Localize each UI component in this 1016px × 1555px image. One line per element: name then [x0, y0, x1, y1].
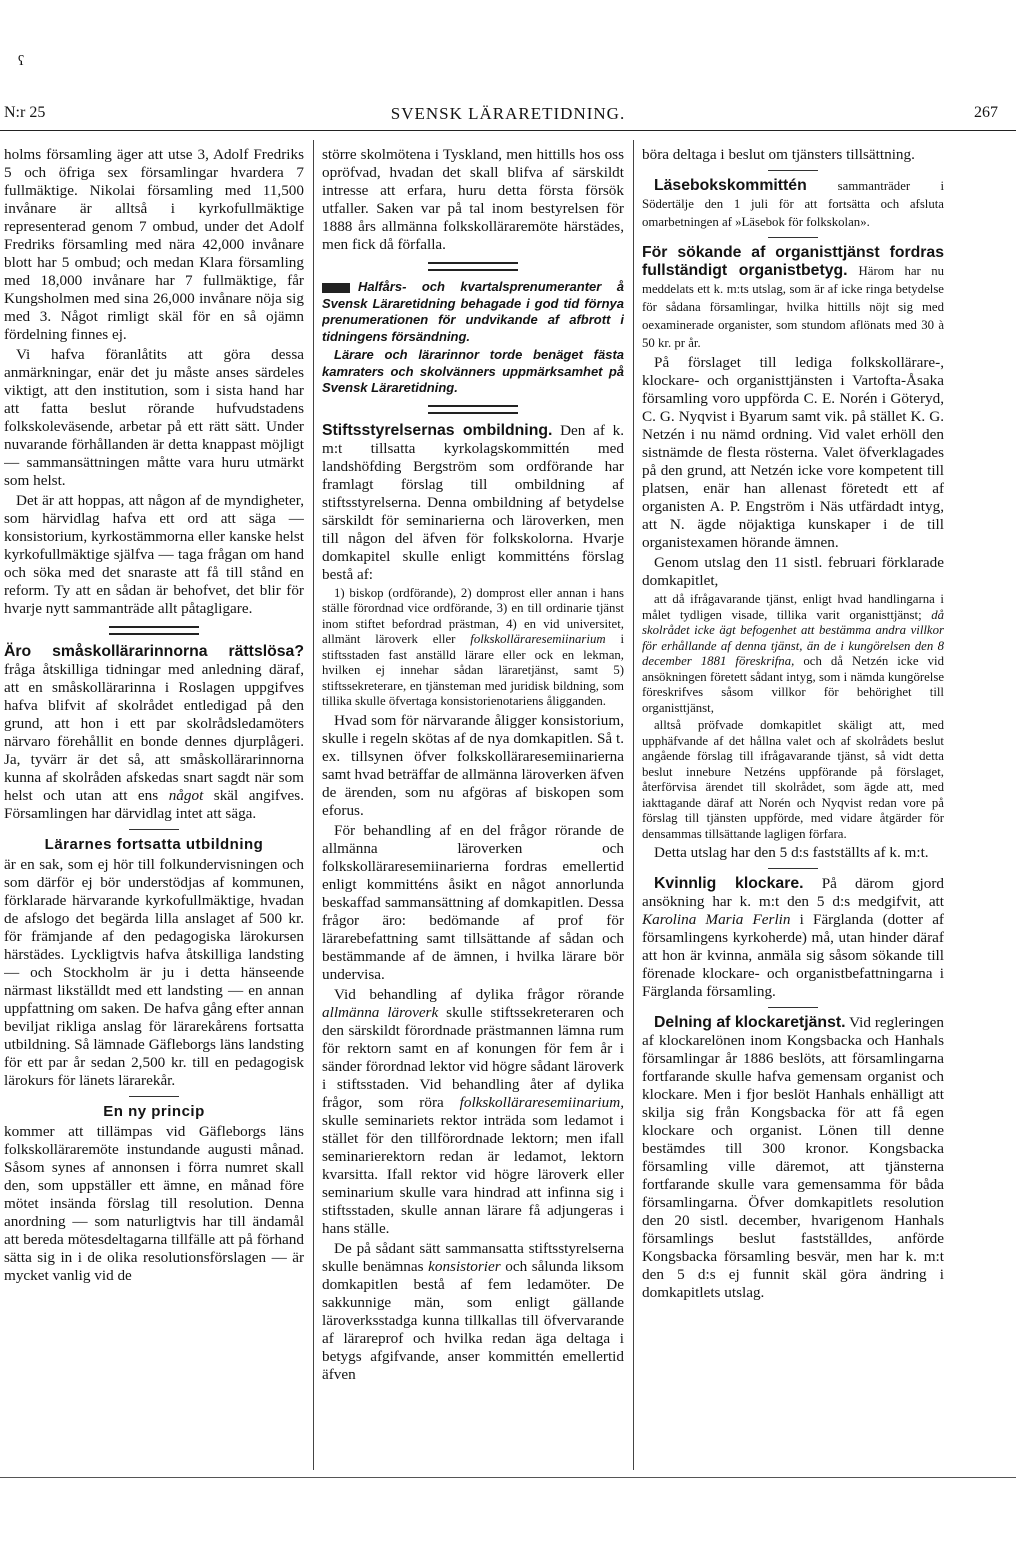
article-heading: Stiftsstyrelsernas ombildning.	[322, 421, 553, 439]
section-divider	[768, 237, 818, 238]
paragraph: större skolmötena i Tyskland, men hittills hos oss opröfvad, hvadan det skall blifva af särskildt intresse att erfara, huru detta första försök utfaller. Saken var på tal inom bestyrelsen för 1888 års allmänna folkskolläraremöte härstädes, men fick då förfalla.	[322, 146, 624, 253]
section-divider	[428, 262, 518, 271]
paragraph: På förslaget till lediga folkskollärare-, klockare- och organisttjänsten i Vartofta-Åsaka församling voro uppförda C. E. Norén i Göteryd, C. G. Nyqvist i Byarum samt vik. på stället K. G. Netzén i nu nämd ordning. Vid valet erhöll den sistnämde de flesta rösterna. Valet öfverklagades på den grund, att Netzén icke vore kompetent till platsen, enär han allenast företedt ett af organisten A. P. Engström i Näs utfärdadt intyg, att N. ägde nöjaktiga kunskaper i de till organistexamen hörande ämnen.	[642, 354, 944, 551]
article-heading: Läsebokskommittén	[654, 177, 807, 194]
paragraph: De på sådant sätt sammansatta stiftsstyrelserna skulle benämnas konsistorier och sålunda liksom domkapitlen bestå af fem ledamöter. De sakkunnige män, som enligt gällande läroverksstadga kunna tillkallas till öfvervarande af lärareprof och hvilka redan äga deltaga i betygs afgifvande, anser kommittén emellertid äfven	[322, 1239, 624, 1383]
article-heading: Kvinnlig klockare.	[654, 875, 804, 892]
paragraph: Vid behandling af dylika frågor rörande allmänna läroverk skulle stiftssekreteraren och den särskildt förordnade prästmannen lämna rum för rektorn samt en af konungen för fem år i sänder förordnad lektor vid högre sådant läroverk i stiftsstaden. Vid behandling åter af dylika frågor, som röra folkskolläraresemiinarium, skulle seminariets rektor inträda som ledamot i stället för den tillförordnade lektorn; men ifall seminarierektorn redan är ledamot, lektorn kvarsitta. Ifall rektor vid högre läroverk eller seminarium skulle vara hindrad att infinna sig i stiftsstaden, skulle annan lärare få adjungeras i hans ställe.	[322, 985, 624, 1237]
column-2	[322, 146, 624, 1471]
paragraph: är en sak, som ej hör till folkundervisningen och som därför ej bör understödjas af kommunen, förklarade härvarande kyrkofullmäktige, hvadan de afslogo det begärda lilla anslaget af 500 kr. för främjande af den pedagogiska lärokursen härstädes. Lyckligtvis hafva åtskilliga landsting — och Stockholm är ju i detta hänseende närmast likställdt med ett landsting — en annan uppfattning om saken. De hafva gång efter annan beviljat rikliga anslag för lärarekårens fortsatta utbildning. Så lämnade Gäfleborgs läns landsting för ett par år sedan 2,500 kr. till en pedagogisk lärokurs för länets lärarekår.	[4, 856, 304, 1089]
article-heading: En ny princip	[103, 1103, 205, 1120]
footer-rule	[0, 1477, 1016, 1478]
header-rule	[0, 130, 1016, 131]
section-divider	[768, 170, 818, 171]
section-divider	[428, 405, 518, 414]
section-divider	[768, 1007, 818, 1008]
article-kvinnlig-klockare: Kvinnlig klockare. På därom gjord ansökning har k. m:t den 5 d:s medgifvit, att Karolina Maria Ferlin i Färglanda (dotter af församlingens kyrkoherde) må, utan hinder däraf att hon är kvinna, anmäla sig såsom sökande till förenade klockare- och organistbefattningarna i Färglanda församling.	[642, 875, 944, 1000]
paragraph: För behandling af en del frågor rörande de allmänna läroverken och folkskolläraresemiinarierna fordras emellertid enligt kommitténs åsikt en något annorlunda beskaffad sammansättning af domkapitlen. Dessa frågor äro: bedömande af prof för lärarebefattning samt tillsättande af sådan och bestämmande af de ämnen, i hvilka lärare bör undervisa.	[322, 821, 624, 983]
section-divider	[129, 829, 179, 830]
section-divider	[768, 868, 818, 869]
article-klockaretjanst: Delning af klockaretjänst. Vid regleringen af klockarelönen inom Kongsbacka och Hanhals församlingar år 1886 beslöts, att församlingarna fortfarande skulle hafva gemensam organist och klockare. Men i fjor beslöt Hanhals enhälligt att skilja sig från Kongsbacka för att få egen klockare och organist. Lönen till denne bestämdes till 300 kronor. Kongsbacka församling ville däremot, att tjänsterna fortfarande skulle vara gemensamma för båda församlingarna. Öfver domkapitlets resolution den 20 sistl. december, hvarigenom Hanhals församlings beslut fastställdes, anförde Kongsbacka församling besvär, men har k. m:t den 5 d:s ej funnit skäl göra ändring i domkapitlets utslag.	[642, 1014, 944, 1301]
article-heading: För sökande af organisttjänst fordras fullständigt organistbetyg.	[642, 244, 944, 279]
paragraph: Detta utslag har den 5 d:s fastställts af k. m:t.	[654, 844, 929, 861]
column-3	[642, 146, 944, 1471]
paragraph: böra deltaga i beslut om tjänsters tillsättning.	[642, 146, 915, 163]
article-stiftsstyrelser: Stiftsstyrelsernas ombildning. Den af k. m:t tillsatta kyrkolagskommittén med landshöfding Bergström som ordförande har framlagt förslag till ombildning af stiftsstyrelserna. Denna ombildning af betydelse särskildt för seminarierna och läroverken, men till någon del äfven för folkskolorna. Hvarje domkapitel skulle enligt kommitténs förslag bestå af:	[322, 421, 624, 583]
article-heading: Delning af klockaretjänst.	[654, 1014, 846, 1031]
paragraph: holms församling äger att utse 3, Adolf Fredriks 5 och öfriga sex församlingar hvardera 7 fullmäktige. Nikolai församling med 11,500 invånare är alltså i kyrkofullmäktige representerad genom 7 ombud, under det Adolf Fredriks församling med nära 42,000 invånare blott har 5 ombud; och medan Klara församling med 18,000 invånare har 7 fullmäktige, får Kungsholmen med sina 26,000 invånare nöja sig med 3. Något rimligt skäl för en så ojämn fördelning finnes ej.	[4, 146, 304, 343]
paragraph: Det är att hoppas, att någon af de myndigheter, som härvidlag hafva ett ord att säga — konsistorium, kyrkostämmorna eller kanske helst kyrkofullmäktige själfva — taga frågan om hand och söka med det snaraste att få till stånd en reform. Ty att en sådan är behofvet, det blir för hvarje nytt sammanträde allt påtagligare.	[4, 492, 304, 617]
member-list: 1) biskop (ordförande), 2) domprost eller annan i hans ställe förordnad vice ordförande, 3) en till ordinarie tjänst inom stiftet befordrad prästman, 4) en vid universitet, allmänt läroverk eller folkskolläraresemiinarium i stiftsstaden fast anställd lärare eller ock en lekman, hvilken ej innehar sådan läraretjänst, samt 5) stiftssekreterare, en tjänsteman med juridisk bildning, som tillika skulle öfvertaga konsistorienotariens åligganden.	[322, 585, 624, 708]
quoted-ruling: att då ifrågavarande tjänst, enligt hvad handlingarna i målet tydligen visade, tillika varit organisttjänst; då skolrådet icke ägt befogenhet att bestämma andra villkor för erhållande af denna tjänst, än de i kungörelsen den 8 december 1881 föreskrifna, och då Netzén icke vid ansökningen företett sådant intyg, som i nämda kungörelse föreskrifves såsom villkor för behörighet till organisttjänst,	[642, 592, 944, 715]
pointing-hand-icon	[322, 283, 350, 293]
page-mark: ʕ	[18, 54, 25, 69]
paragraph: kommer att tillämpas vid Gäfleborgs läns folkskolläraremöte instundande augusti månad. Såsom synes af annonsen i förra numret skall den, som uppställer ett ämne, en månad före mötet insända förslag till resolution. Denna anordning — som naturligtvis har till ändamål att bereda mötesdeltagarna tillfälle att på förhand sätta sig in i de olika resolutionsförslagen — är mycket vanlig vid de	[4, 1123, 304, 1284]
article-heading: Äro småskollärarinnorna rättslösa?	[4, 643, 304, 660]
quoted-ruling: alltså pröfvade domkapitlet skäligt att, med upphäfvande af det hållna valet och af skolrådets beslut angående förslag till ifrågavarande tjänst, så vidt detta beslut innebure Netzéns uppförande på förslaget, återförvisa ärendet till skolrådet, som ägde att, med iakttagande däraf att Norén och Nyqvist redan vore på förslag till tjänsten uppförde, med vidare åtgärder för densammas tillsättande lagligen förfara.	[642, 718, 944, 841]
section-divider	[129, 1096, 179, 1097]
section-divider	[109, 626, 199, 635]
article-lasebok: Läsebokskommittén sammanträder i Södertälje den 1 juli för att fortsätta och afsluta omarbetningen af »Läsebok för folkskolan».	[642, 177, 944, 229]
subscription-notice: Halfårs- och kvartalsprenumeranter å Svensk Läraretidning behagade i god tid förnya prenumerationen för undvikande af afbrott i tidningens försändning. Lärare och lärarinnor torde benäget fästa kamraters och skolvänners uppmärksamhet på Svensk Läraretidning.	[322, 279, 624, 395]
newspaper-title: SVENSK LÄRARETIDNING.	[390, 104, 626, 123]
column-divider	[633, 140, 634, 1470]
paragraph: Genom utslag den 11 sistl. februari förklarade domkapitlet,	[642, 554, 944, 589]
column-divider	[313, 140, 314, 1470]
article-heading: Lärarnes fortsatta utbildning	[44, 836, 264, 853]
page-header	[0, 100, 1016, 128]
issue-number: N:r 25	[4, 104, 46, 121]
article-organist: För sökande af organisttjänst fordras fullständigt organistbetyg. Härom har nu meddelats ett k. m:ts utslag, som är af icke ringa betydelse för sådana församlingar, hvilka hittills nöjt sig med oexaminerade organister, som stundom aflönats med 30 à 50 kr. pr år.	[642, 244, 944, 350]
page-number: 267	[974, 104, 998, 121]
column-1	[4, 146, 304, 1471]
article-rattslosa: Äro småskollärarinnorna rättslösa? fråga åtskilliga tidningar med anledning däraf, att en småskollärarinna i Roslagen uppgifves hafva blifvit af skolrådet entledigad på den grund, att hon i ett par skolrådsledamöters närvaro förehållit en bonde dennes djurplågeri. Ja, tyvärr är det så, att småskollärarinnorna kunna af skolråden afskedas snart sagdt när som helst och utan att ens något skäl angifves. Församlingen har därvidlag intet att säga.	[4, 643, 304, 822]
paragraph: Vi hafva föranlåtits att göra dessa anmärkningar, enär det ju måste anses särdeles viktigt, att den institution, som i sista hand har att fatta beslut rörande hufvudstadens folkskoleväsende, arbetar på ett rätt sätt. Under nuvarande förhållanden är detta knappast möjligt — sammansättningen måtte vara huru utmärkt som helst.	[4, 346, 304, 489]
paragraph: Hvad som för närvarande åligger konsistorium, skulle i regeln skötas af de nya domkapitlen. Så t. ex. tillsynen öfver folkskolläraresemiinarierna samt hvad beträffar de allmänna läroverken äfven de ärenden, som nu afgöras af biskopen som eforus.	[322, 711, 624, 819]
